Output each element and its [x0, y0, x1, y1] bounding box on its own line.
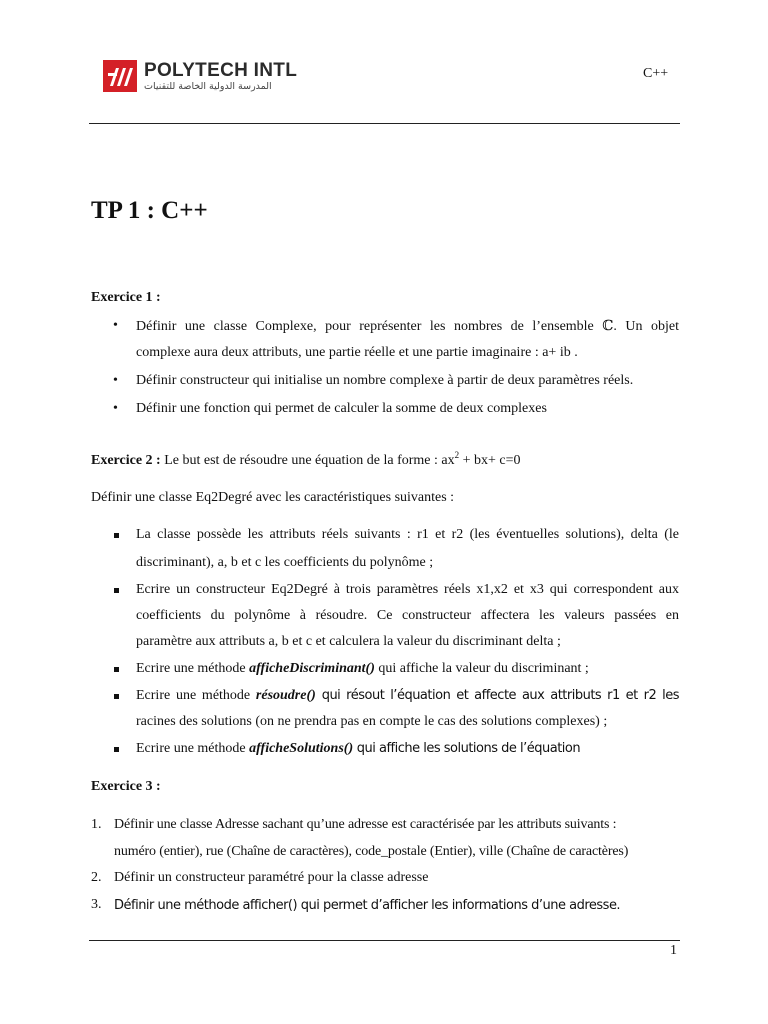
- page-title: TP 1 : C++: [91, 197, 208, 224]
- ex2-item-2-line-3: paramètre aux attributs a, b et c et calculera la valeur du discriminant delta ;: [136, 634, 561, 649]
- square-bullet-icon: [114, 533, 119, 538]
- ex2-item-4-line-2: racines des solutions (on ne prendra pas en compte le cas des solutions complexes) ;: [136, 714, 608, 729]
- ex3-item-1-line-2: numéro (entier), rue (Chaîne de caractères), code_postale (Entier), ville (Chaîne de caractères): [114, 844, 629, 859]
- logo-name: POLYTECH INTL: [144, 60, 298, 81]
- ex2-item-2-line-2: coefficients du polynôme à résoudre. Ce constructeur affectera les valeurs passées en: [136, 608, 679, 623]
- square-bullet-icon: [114, 588, 119, 593]
- ex2-definition: Définir une classe Eq2Degré avec les caractéristiques suivantes :: [91, 490, 455, 505]
- list-number: 1.: [91, 817, 102, 832]
- ex2-item-1-line-2: discriminant), a, b et c les coefficients du polynôme ;: [136, 555, 434, 570]
- ex2-heading: Exercice 2 : Le but est de résoudre une équation de la forme : $ax^2 + bx+ c=0$: [91, 450, 521, 468]
- ex3-heading: Exercice 3 :: [91, 779, 161, 794]
- logo-arabic-subtitle: المدرسة الدولية الخاصة للتقنيات: [144, 81, 272, 92]
- ex2-item-3: Ecrire une méthode afficheDiscriminant() qui affiche la valeur du discriminant ;: [136, 661, 589, 676]
- polytech-logo-icon: [103, 60, 137, 92]
- polytech-logo: [103, 60, 298, 100]
- ex1-heading: Exercice 1 :: [91, 290, 161, 305]
- list-number: 3.: [91, 897, 102, 912]
- ex1-item-1-line-2: complexe aura deux attributs, une partie réelle et une partie imaginaire : a+ ib .: [136, 345, 578, 360]
- ex1-item-3: Définir une fonction qui permet de calculer la somme de deux complexes: [136, 401, 547, 416]
- page-number: 1: [670, 943, 677, 958]
- course-label: C++: [643, 66, 669, 81]
- ex3-item-1-line-1: Définir une classe Adresse sachant qu’une adresse est caractérisée par les attributs suivants :: [114, 817, 617, 832]
- ex3-item-3: Définir une méthode afficher() qui permet d’afficher les informations d’une adresse.: [114, 898, 621, 913]
- bullet-icon: •: [113, 373, 118, 388]
- method-resoudre: résoudre(): [255, 688, 316, 703]
- square-bullet-icon: [114, 667, 119, 672]
- ex2-item-1-line-1: La classe possède les attributs réels suivants : r1 et r2 (les éventuelles solutions), delta (le: [136, 527, 679, 542]
- ex1-item-1-line-1: Définir une classe Complexe, pour représenter les nombres de l’ensemble ℂ. Un objet: [136, 319, 679, 334]
- ex1-item-2: Définir constructeur qui initialise un nombre complexe à partir de deux paramètres réels.: [136, 373, 634, 388]
- footer-rule: [89, 940, 680, 941]
- ex2-intro: Le but est de résoudre une équation de la forme : ax: [164, 453, 455, 468]
- square-bullet-icon: [114, 747, 119, 752]
- ex3-item-2: Définir un constructeur paramétré pour la classe adresse: [114, 870, 429, 885]
- method-affiche-discriminant: afficheDiscriminant(): [249, 661, 375, 676]
- ex2-item-4-line-1: Ecrire une méthode résoudre() qui résout l’équation et affecte aux attributs r1 et r2 les: [136, 688, 679, 703]
- ex2-item-5: Ecrire une méthode afficheSolutions() qui affiche les solutions de l’équation: [136, 741, 581, 756]
- ex2-intro-end: + bx+ c=0: [459, 453, 521, 468]
- ex2-intro-exponent: 2: [454, 450, 460, 460]
- method-affiche-solutions: afficheSolutions(): [249, 741, 354, 756]
- square-bullet-icon: [114, 694, 119, 699]
- ex2-item-2-line-1: Ecrire un constructeur Eq2Degré à trois paramètres réels x1,x2 et x3 qui correspondent aux: [136, 582, 679, 597]
- bullet-icon: •: [113, 401, 118, 416]
- page-header: [0, 0, 768, 124]
- bullet-icon: •: [113, 318, 118, 333]
- header-rule: [89, 123, 680, 124]
- list-number: 2.: [91, 870, 102, 885]
